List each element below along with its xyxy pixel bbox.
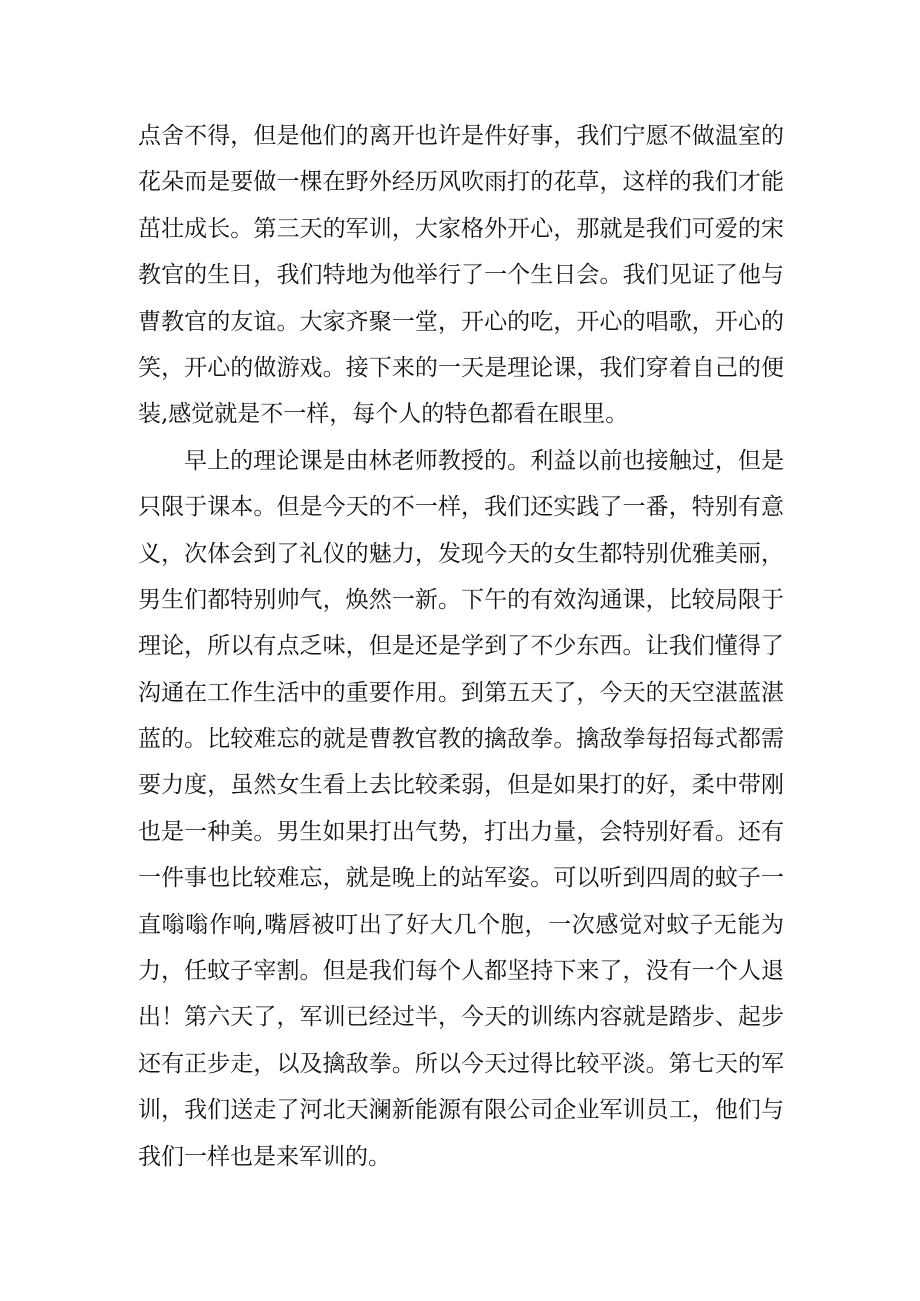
paragraph-line: 茁壮成长。第三天的军训，大家格外开心，那就是我们可爱的宋 [138,215,784,242]
paragraph-line: 一件事也比较难忘，就是晚上的站军姿。可以听到四周的蚊子一 [138,865,784,892]
paragraph-line: 我们一样也是来军训的。 [138,1143,391,1170]
paragraph-line: 沟通在工作生活中的重要作用。到第五天了，今天的天空湛蓝湛 [138,679,784,706]
paragraph-line: 花朵而是要做一棵在野外经历风吹雨打的花草，这样的我们才能 [138,169,784,196]
paragraph-line: 点舍不得，但是他们的离开也许是件好事，我们宁愿不做温室的 [138,123,784,149]
paragraph-line: 训，我们送走了河北天澜新能源有限公司企业军训员工，他们与 [138,1097,784,1124]
paragraph-line: 出！第六天了，军训已经过半，今天的训练内容就是踏步、起步 [138,1004,784,1031]
paragraph-line: 蓝的。比较难忘的就是曹教官教的擒敌拳。擒敌拳每招每式都需 [138,726,784,753]
paragraph-line: 装,感觉就是不一样，每个人的特色都看在眼里。 [138,401,629,428]
paragraph-line: 曹教官的友谊。大家齐聚一堂，开心的吃，开心的唱歌，开心的 [138,308,784,335]
paragraph-line: 还有正步走，以及擒敌拳。所以今天过得比较平淡。第七天的军 [138,1050,784,1077]
paragraph-line: 要力度，虽然女生看上去比较柔弱，但是如果打的好，柔中带刚 [138,772,784,799]
paragraph-line: 笑，开心的做游戏。接下来的一天是理论课，我们穿着自己的便 [138,354,784,381]
paragraph-line: 教官的生日，我们特地为他举行了一个生日会。我们见证了他与 [138,262,784,289]
document-body [138,113,784,1180]
paragraph-line: 也是一种美。男生如果打出气势，打出力量，会特别好看。还有 [138,818,784,845]
paragraph-line: 早上的理论课是由林老师教授的。利益以前也接触过，但是 [184,447,784,474]
paragraph-line: 直嗡嗡作响,嘴唇被叮出了好大几个胞，一次感觉对蚊子无能为 [138,911,784,938]
paragraph-line: 男生们都特别帅气，焕然一新。下午的有效沟通课，比较局限于 [138,586,784,613]
paragraph-line: 理论，所以有点乏味，但是还是学到了不少东西。让我们懂得了 [138,633,784,660]
paragraph-line: 义，次体会到了礼仪的魅力，发现今天的女生都特别优雅美丽， [138,540,784,567]
paragraph-line: 只限于课本。但是今天的不一样，我们还实践了一番，特别有意 [138,494,784,521]
paragraph-line: 力，任蚊子宰割。但是我们每个人都坚持下来了，没有一个人退 [138,958,784,985]
